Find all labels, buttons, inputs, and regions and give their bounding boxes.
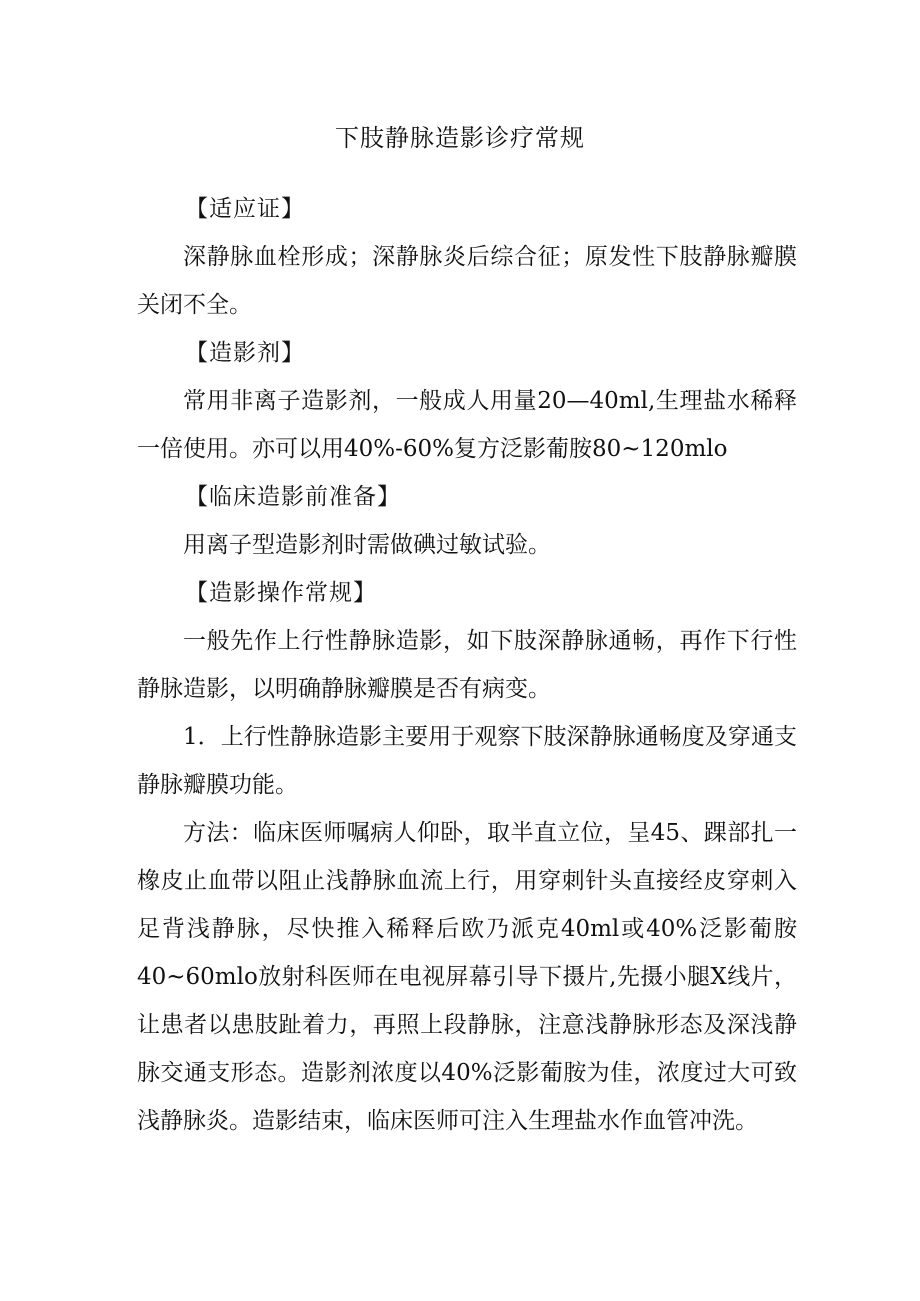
indications-text: 深静脉血栓形成；深静脉炎后综合征；原发性下肢静脉瓣膜关闭不全。 [137, 244, 797, 318]
procedure-method-text: 方法：临床医师嘱病人仰卧，取半直立位，呈45、踝部扎一橡皮止血带以阻止浅静脉血流上行，用穿刺针头直接经皮穿刺入足背浅静脉，尽快推入稀释后欧乃派克40ml或40%泛影葡胺40~60mlo放射科医师在电视屏幕引导下摄片,先摄小腿X线片，让患者以患肢趾着力，再照上段静脉，注意浅静脉形态及深浅静脉交通支形态。造影剂浓度以40%泛影葡胺为佳，浓度过大可致浅静脉炎。造影结束，临床医师可注入生理盐水作血管冲洗。 [137, 820, 797, 1134]
contrast-text: 常用非离子造影剂，一般成人用量20—40ml,生理盐水稀释一倍使用。亦可以用40%-60%复方泛影葡胺80~120mlo [137, 388, 797, 462]
preparation-text: 用离子型造影剂时需做碘过敏试验。 [183, 532, 551, 558]
section-heading-indications: 【适应证】 [185, 196, 305, 222]
section-heading-preparation: 【临床造影前准备】 [185, 484, 401, 510]
document-body [137, 185, 797, 1145]
section-heading-contrast: 【造影剂】 [185, 340, 305, 366]
section-heading-procedure: 【造影操作常规】 [185, 580, 377, 606]
document-title: 下肢静脉造影诊疗常规 [335, 124, 585, 152]
procedure-item-1-text: 1．上行性静脉造影主要用于观察下肢深静脉通畅度及穿通支静脉瓣膜功能。 [137, 724, 797, 798]
procedure-intro-text: 一般先作上行性静脉造影，如下肢深静脉通畅，再作下行性静脉造影，以明确静脉瓣膜是否有病变。 [137, 628, 797, 702]
